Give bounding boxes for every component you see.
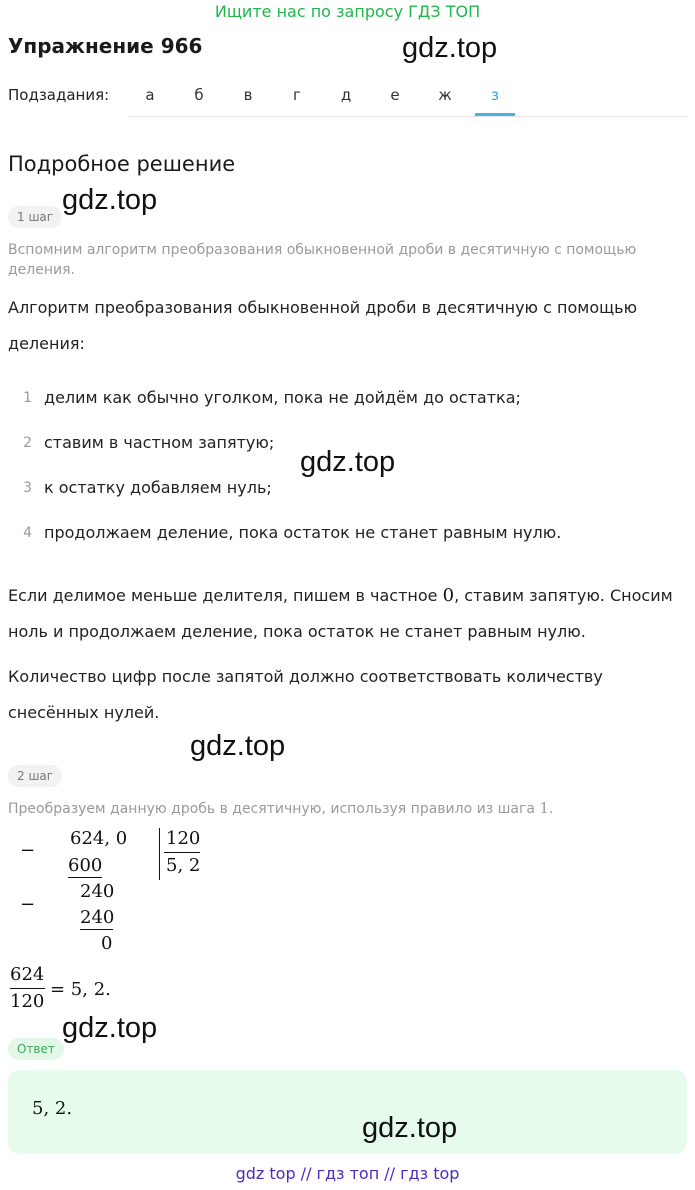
hint-text: . xyxy=(548,801,554,817)
para-text: , ставим запятую. Сносим xyxy=(454,586,673,605)
fraction-numerator: 624 xyxy=(10,964,45,985)
list-number: 3 xyxy=(23,480,32,496)
fraction-denominator: 120 xyxy=(10,991,45,1012)
step-1-para2-line1: Количество цифр после запятой должно соответствовать количеству xyxy=(8,667,603,686)
division-underline-2 xyxy=(80,929,113,930)
list-text: ставим в частном запятую; xyxy=(44,433,275,452)
list-number: 4 xyxy=(23,525,32,541)
answer-box xyxy=(8,1070,687,1154)
tab-z[interactable]: з xyxy=(491,86,499,104)
division-remainder-1: 240 xyxy=(80,881,115,902)
division-minus-2: − xyxy=(20,894,36,915)
list-text: продолжаем деление, пока остаток не станет равным нулю. xyxy=(44,523,562,542)
tab-d[interactable]: д xyxy=(340,86,352,104)
answer-value: 5, 2. xyxy=(32,1098,73,1119)
division-dividend: 624, 0 xyxy=(70,828,128,849)
division-minus-1: − xyxy=(20,840,36,861)
division-quotient: 5, 2 xyxy=(166,855,201,876)
page-title: Упражнение 966 xyxy=(8,34,203,58)
tab-a[interactable]: а xyxy=(145,86,155,104)
division-remainder-2: 0 xyxy=(101,933,113,954)
list-number: 1 xyxy=(23,390,32,406)
step-2-badge: 2 шаг xyxy=(8,765,62,787)
fraction-bar xyxy=(10,988,45,989)
list-text: к остатку добавляем нуль; xyxy=(44,478,272,497)
step-1-para2-line2: снесённых нулей. xyxy=(8,703,160,722)
tab-b[interactable]: б xyxy=(194,86,204,104)
subtask-tabs xyxy=(128,78,688,117)
hint-step-number: 1 xyxy=(539,799,549,817)
active-tab-indicator xyxy=(475,113,515,116)
footer-links[interactable]: gdz top // гдз топ // гдз top xyxy=(235,1164,460,1183)
step-1-intro-line1: Алгоритм преобразования обыкновенной дроби в десятичную с помощью xyxy=(8,298,638,317)
step-1-para1-line2: ноль и продолжаем деление, пока остаток не станет равным нулю. xyxy=(8,622,586,641)
step-1-intro-line2: деления: xyxy=(8,334,85,353)
tab-e[interactable]: е xyxy=(390,86,400,104)
tab-g[interactable]: г xyxy=(293,86,301,104)
watermark: gdz.top xyxy=(62,184,158,216)
watermark: gdz.top xyxy=(62,1012,158,1044)
step-2-hint xyxy=(8,798,553,819)
tab-zh[interactable]: ж xyxy=(438,86,452,104)
watermark: gdz.top xyxy=(402,32,498,64)
division-subtrahend-2: 240 xyxy=(80,907,115,928)
step-1-badge: 1 шаг xyxy=(8,206,62,228)
watermark: gdz.top xyxy=(300,446,396,478)
division-bracket-horizontal xyxy=(164,852,200,853)
answer-badge: Ответ xyxy=(8,1038,64,1060)
hint-text: Преобразуем данную дробь в десятичную, используя правило из шага xyxy=(8,801,535,817)
division-underline-1 xyxy=(68,877,102,878)
watermark: gdz.top xyxy=(362,1112,458,1144)
math-zero: 0 xyxy=(442,585,455,606)
fraction-result: = 5, 2. xyxy=(50,979,111,1000)
search-banner[interactable]: Ищите нас по запросу ГДЗ ТОП xyxy=(214,2,481,21)
list-text: делим как обычно уголком, пока не дойдём до остатка; xyxy=(44,388,521,407)
subtasks-label: Подзадания: xyxy=(8,86,110,104)
step-1-para1-line1 xyxy=(8,578,673,614)
solution-heading: Подробное решение xyxy=(8,152,236,176)
division-subtrahend-1: 600 xyxy=(68,855,103,876)
division-bracket-vertical xyxy=(159,828,160,880)
division-divisor: 120 xyxy=(166,828,201,849)
list-number: 2 xyxy=(23,435,32,451)
step-1-hint: Вспомним алгоритм преобразования обыкновенной дроби в десятичную с помощью деления. xyxy=(8,242,637,278)
tab-v[interactable]: в xyxy=(243,86,253,104)
watermark: gdz.top xyxy=(190,730,286,762)
para-text: Если делимое меньше делителя, пишем в частное xyxy=(8,586,438,605)
